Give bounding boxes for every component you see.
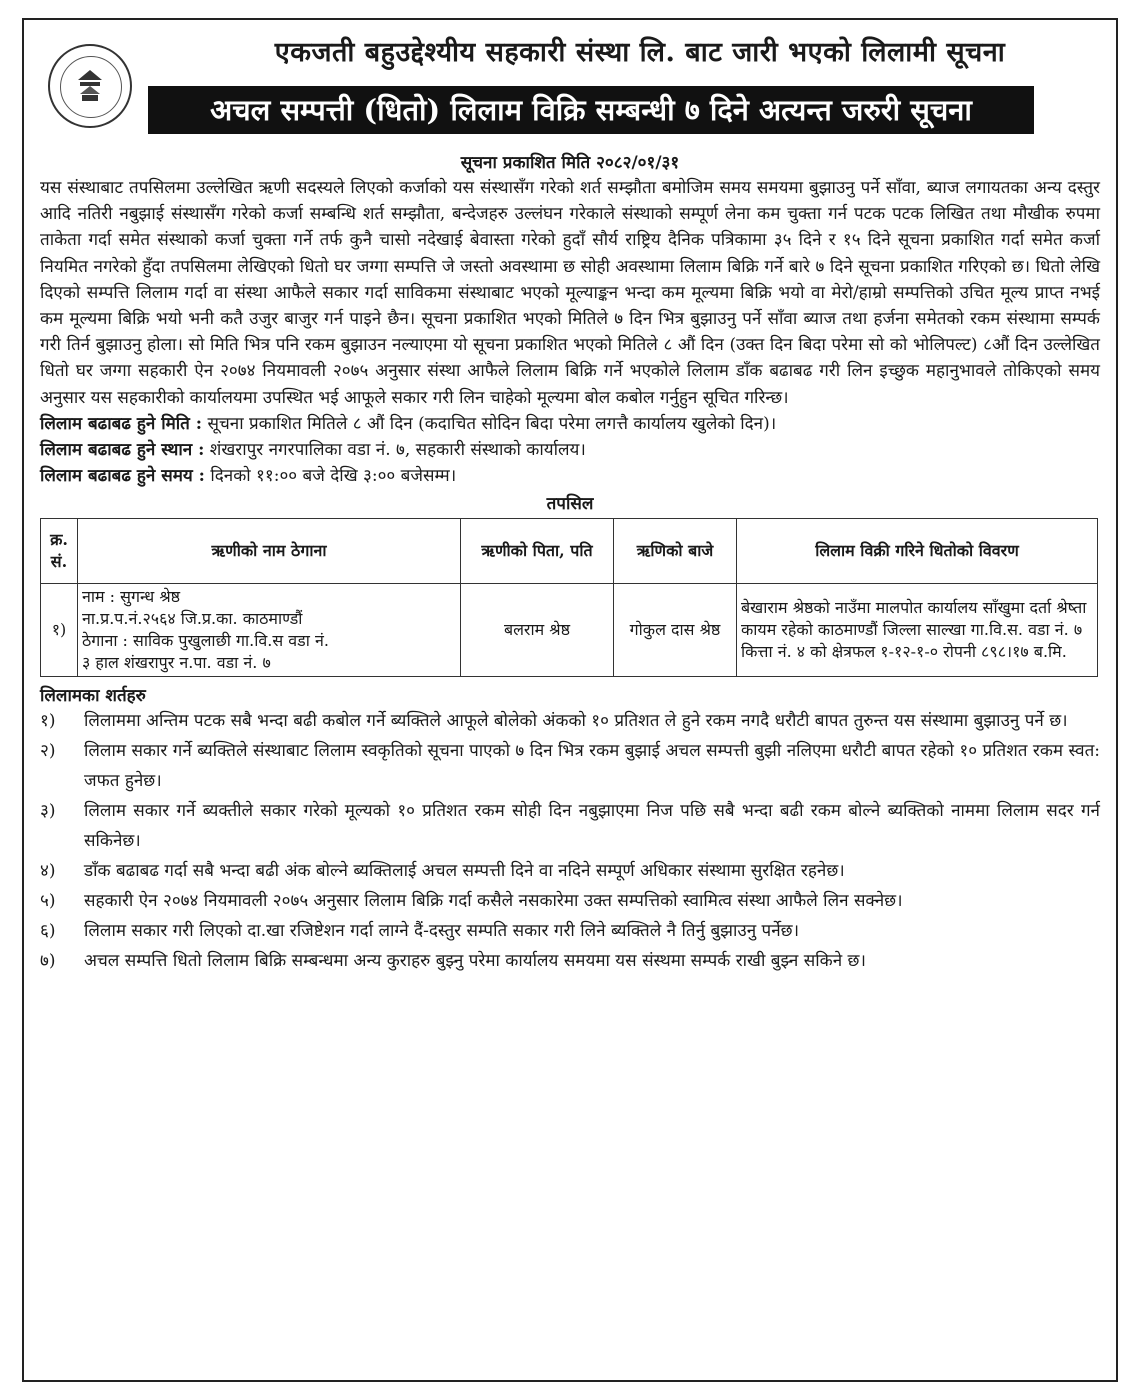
condition-item [40,736,1100,796]
condition-text: लिलाम सकार गर्ने ब्यक्तीले सकार गरेको मूल्यको १० प्रतिशत रकम सोही दिन नबुझाएमा निज पछि सबै भन्दा बढी रकम बोल्ने ब्यक्तिको नाममा लिलाम सदर गर्न सकिनेछ। [84,800,1100,851]
notice-body-text: यस संस्थाबाट तपसिलमा उल्लेखित ऋणी सदस्यले लिएको कर्जाको यस संस्थासँग गरेको शर्त सम्झौता बमोजिम समय समयमा बुझाउनु पर्ने साँवा, ब्याज लगायतका अन्य दस्तुर आदि नतिरी नबुझाई संस्थासँग गरेको कर्जा सम्बन्धि शर्त सम्झौता, बन्देजहरु उल्लंघन गरेकाले संस्थाको सम्पूर्ण लेना कम चुक्ता गर्न पटक पटक लिखित तथा मौखीक रुपमा ताकेता गर्दा समेत संस्थाको कर्जा चुक्ता गर्ने तर्फ कुनै चासो नदेखाई बेवास्ता गरेको हुदाँ सौर्य राष्ट्रिय दैनिक पत्रिकामा ३५ दिने र १५ दिने सूचना प्रकाशित गर्दा समेत कर्जा नियमित नगरेको हुँदा तपसिलमा लेखिएको धितो घर जग्गा सम्पत्ति जे जस्तो अवस्थामा छ सोही अवस्थामा लिलाम बिक्रि गर्ने बारे ७ दिने सूचना प्रकाशित गरिएको छ। धितो लेखि दिएको सम्पत्ति लिलाम गर्दा वा संस्था आफैले सकार गर्दा साविकमा संस्थाबाट भएको मूल्याङ्कन भन्दा कम मूल्यमा बिक्रि भयो वा मेरो/हाम्रो सम्पत्तिको उचित मूल्य प्राप्त नभई कम मूल्यमा बिक्रि भयो भनी कतै उजुर बाजुर गर्न पाइने छैन। सूचना प्रकाशित भएको मितिले ७ दिन भित्र बुझाउनु पर्ने साँवा ब्याज तथा हर्जना समेतको रकम संस्थामा सम्पर्क गरी तिर्न बुझाउनु होला। सो मिति भित्र पनि रकम बुझाउन नल्याएमा यो सूचना प्रकाशित भएको मितिले ८ औं दिन (उक्त दिन बिदा परेमा सो को भोलिपल्ट) ८औं दिन उल्लेखित धितो घर जग्गा सहकारी ऐन २०७४ नियमावली २०७५ अनुसार संस्था आफैले लिलाम बिक्रि गर्ने भएकोले लिलाम डाँक बढाबढ गरी लिन इच्छुक महानुभावले तोकिएको समय अनुसार यस सहकारीको कार्यालयमा उपस्थित भई आफूले सकार गरी लिन चाहेको मूल्यमा बोल कबोल गर्नुहुन सूचित गरिन्छ। [40,178,1100,408]
auction-time-value: दिनको ११:०० बजे देखि ३:०० बजेसम्म। [204,465,457,486]
condition-number: ७) [40,950,56,971]
condition-number: ३) [40,800,56,821]
auction-place-value: शंखरापुर नगरपालिका वडा नं. ७, सहकारी संस्थाको कार्यालय। [204,439,586,460]
condition-number: २) [40,740,56,761]
table-header-row [41,518,1098,583]
col-grandfather: ऋणिको बाजे [614,518,737,583]
condition-item [40,856,1100,886]
cooperative-seal-icon [48,44,132,128]
condition-item [40,946,1100,976]
col-collateral-description: लिलाम विक्री गरिने धितोको विवरण [737,518,1098,583]
condition-number: ४) [40,860,56,881]
row-borrower-name-address [78,583,461,676]
conditions-title: लिलामका शर्तहरु [40,685,146,706]
row-grandfather: गोकुल दास श्रेष्ठ [614,583,737,676]
publish-date: सूचना प्रकाशित मिति २०८२/०१/३१ [460,153,680,173]
col-borrower-name-address: ऋणीको नाम ठेगाना [78,518,461,583]
row-father-husband: बलराम श्रेष्ठ [461,583,614,676]
conditions-list [40,706,1100,976]
auction-date-value: सूचना प्रकाशित मितिले ८ औं दिन (कदाचित सोदिन बिदा परेमा लगत्तै कार्यालय खुलेको दिन)। [202,413,777,434]
notice-title: एकजती बहुउद्देश्यीय सहकारी संस्था लि. बाट जारी भएको लिलामी सूचना [274,37,1006,68]
col-serial: क्र. सं. [41,518,78,583]
condition-text: डाँक बढाबढ गर्दा सबै भन्दा बढी अंक बोल्ने ब्यक्तिलाई अचल सम्पत्ती दिने वा नदिने सम्पूर्ण अधिकार संस्थामा सुरक्षित रहनेछ। [84,860,845,881]
condition-text: अचल सम्पत्ति धितो लिलाम बिक्रि सम्बन्धमा अन्य कुराहरु बुझ्नु परेमा कार्यालय समयमा यस संस्थमा सम्पर्क राखी बुझ्न सकिने छ। [84,950,866,971]
col-father-husband: ऋणीको पिता, पति [461,518,614,583]
condition-item [40,796,1100,856]
auction-time-label: लिलाम बढाबढ हुने समय : [40,465,205,486]
condition-text: लिलाममा अन्तिम पटक सबै भन्दा बढी कबोल गर्ने ब्यक्तिले आफूले बोलेको अंकको १० प्रतिशत ले हुने रकम नगदै धरौटी बापत तुरुन्त यस संस्थामा बुझाउनु पर्ने छ। [84,710,1068,731]
borrower-address-line1: ठेगाना : साविक पुखुलाछी गा.वि.स वडा नं. [82,630,329,650]
auction-place-line [40,437,1100,463]
notice-subtitle-banner: अचल सम्पत्ती (धितो) लिलाम विक्रि सम्बन्धी ७ दिने अत्यन्त जरुरी सूचना [148,86,1034,134]
auction-place-label: लिलाम बढाबढ हुने स्थान : [40,439,205,460]
borrower-address-line2: ३ हाल शंखरापुर न.पा. वडा नं. ७ [82,652,271,672]
auction-time-line [40,463,1100,489]
row-collateral: बेखाराम श्रेष्ठको नाउँमा मालपोत कार्यालय साँखुमा दर्ता श्रेष्ता कायम रहेको काठमाण्डौं जिल्ला साल्खा गा.वि.स. वडा नं. ७ कित्ता नं. ४ को क्षेत्रफल १-१२-१-० रोपनी ८९८।१७ ब.मि. [737,583,1098,676]
row-serial: १) [41,583,78,676]
borrower-table [40,518,1098,677]
condition-text: लिलाम सकार गर्ने ब्यक्तिले संस्थाबाट लिलाम स्वकृतिको सूचना पाएको ७ दिन भित्र रकम बुझाई अचल सम्पत्ती बुझी नलिएमा धरौटी बापत रहेको १० प्रतिशत रकम स्वत: जफत हुनेछ। [84,740,1100,791]
borrower-name: नाम : सुगन्ध श्रेष्ठ [82,586,181,606]
condition-number: ६) [40,920,56,941]
notice-content [40,24,1100,976]
condition-item [40,706,1100,736]
notice-header [40,24,1100,142]
condition-text: लिलाम सकार गरी लिएको दा.खा रजिष्टेशन गर्दा लाग्ने दैं-दस्तुर सम्पति सकार गरी लिने ब्यक्तिले नै तिर्नु बुझाउनु पर्नेछ। [84,920,800,941]
auction-date-line [40,411,1100,437]
condition-item [40,916,1100,946]
auction-info [40,411,1100,489]
auction-date-label: लिलाम बढाबढ हुने मिति : [40,413,203,434]
condition-number: ५) [40,890,56,911]
condition-item [40,886,1100,916]
table-row [41,583,1098,676]
borrower-citizenship: ना.प्र.प.नं.२५६४ जि.प्र.का. काठमाण्डौं [82,608,303,628]
condition-number: १) [40,710,56,731]
condition-text: सहकारी ऐन २०७४ नियमावली २०७५ अनुसार लिलाम बिक्रि गर्दा कसैले नसकारेमा उक्त सम्पत्तिको स्वामित्व संस्था आफैले लिन सक्नेछ। [84,890,903,911]
table-caption: तपसिल [546,493,594,514]
